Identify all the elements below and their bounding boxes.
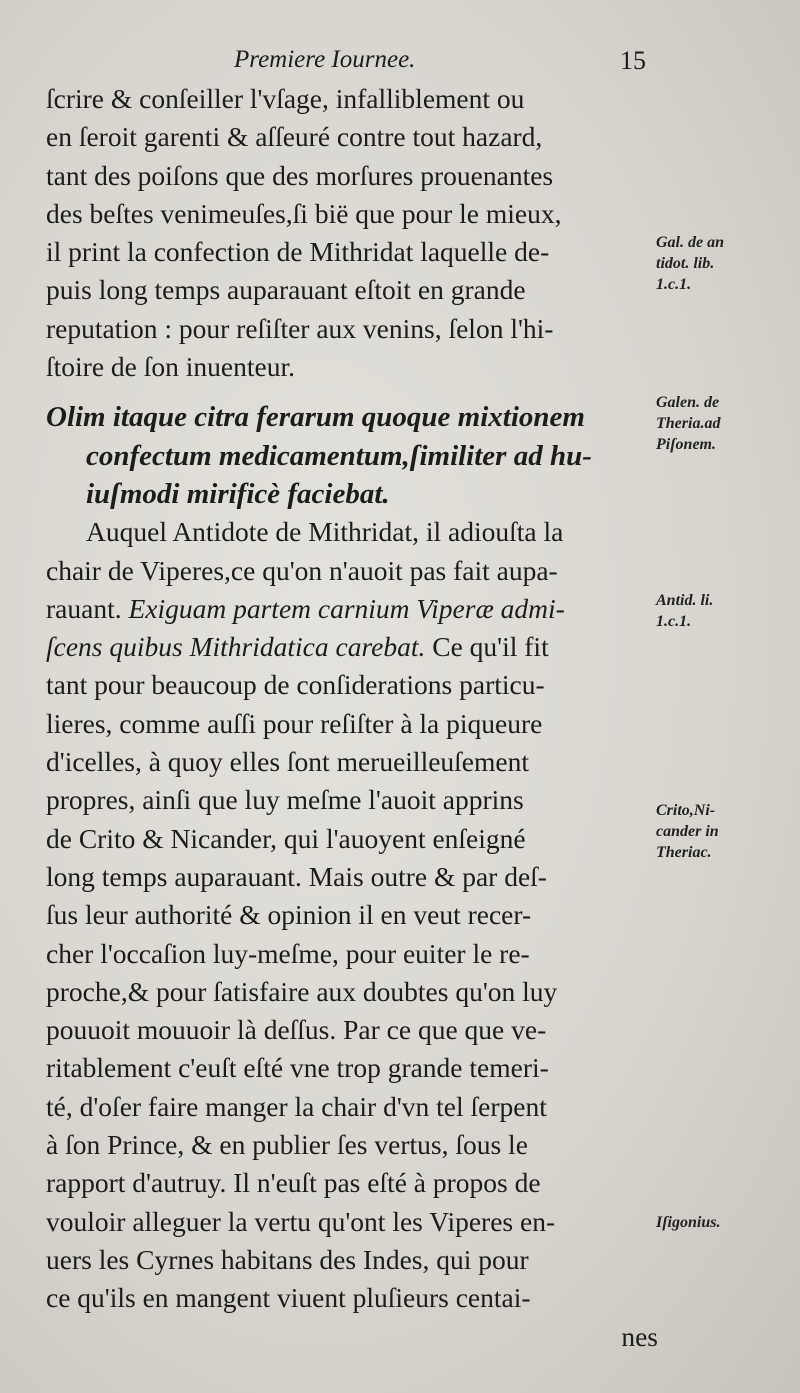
page-header: [44, 44, 656, 84]
text-line: ſcrire & conſeiller l'vſage, infalliblement ou: [46, 83, 525, 114]
text-line: d'icelles, à quoy elles ſont merueilleuſement: [46, 746, 529, 778]
text-line: [46, 590, 658, 628]
text-line: Auquel Antidote de Mithridat, il adiouſta la: [86, 516, 564, 548]
text-fragment: rauant.: [46, 592, 122, 624]
margin-note-line: 1.c.1.: [656, 276, 692, 293]
margin-note: [656, 800, 796, 863]
latin-quote-line: iuſmodi mirificè faciebat.: [86, 477, 390, 510]
running-title: Premiere Iournee.: [234, 46, 416, 73]
text-line: ritablement c'euſt eſté vne trop grande temeri-: [46, 1052, 549, 1084]
text-line: proche,& pour ſatisfaire aux doubtes qu'on luy: [46, 975, 558, 1007]
margin-note-line: Iſigonius.: [656, 1214, 721, 1231]
text-line: lieres, comme auſſi pour reſiſter à la piqueure: [46, 707, 543, 739]
text-line: de Crito & Nicander, qui l'auoyent enſeigné: [46, 822, 526, 854]
text-line: cher l'occaſion luy-meſme, pour euiter le re-: [46, 937, 530, 969]
catchword: nes: [621, 1320, 658, 1352]
margin-note-line: Galen. de: [656, 394, 720, 411]
text-line: tant des poiſons que des morſures prouenantes: [46, 159, 554, 191]
margin-note-line: 1.c.1.: [656, 613, 692, 630]
margin-note-line: Theriac.: [656, 844, 712, 861]
text-line: té, d'oſer faire manger la chair d'vn tel ſerpent: [46, 1090, 547, 1122]
latin-citation: ſcens quibus Mithridatica carebat.: [46, 631, 426, 663]
latin-citation: Exiguam partem carnium Viperæ admi-: [128, 592, 565, 624]
margin-note-line: cander in: [656, 823, 719, 840]
margin-note-line: Theria.ad: [656, 415, 721, 432]
text-line: en ſeroit garenti & aſſeuré contre tout hazard,: [46, 121, 543, 153]
text-line: pouuoit mouuoir là deſſus. Par ce que que ve-: [46, 1014, 547, 1046]
margin-note: [656, 392, 796, 455]
margin-note-line: Antid. li.: [656, 592, 714, 609]
margin-note-line: Piſonem.: [656, 436, 716, 453]
text-line: propres, ainſi que luy meſme l'auoit apprins: [46, 784, 524, 816]
margin-note: [656, 232, 796, 295]
text-line: des beſtes venimeuſes,ſi bië que pour le mieux,: [46, 197, 562, 229]
margin-note-line: Crito,Ni-: [656, 802, 716, 819]
page-number: 15: [620, 46, 646, 75]
text-line: il print la confection de Mithridat laquelle de-: [46, 236, 550, 268]
text-line: [46, 628, 658, 666]
margin-note: [656, 590, 796, 632]
text-line: à ſon Prince, & en publier ſes vertus, ſous le: [46, 1129, 528, 1161]
margin-note-line: Gal. de an: [656, 234, 724, 251]
text-fragment: Ce qu'il fit: [432, 631, 549, 663]
text-line: uers les Cyrnes habitans des Indes, qui pour: [46, 1243, 529, 1275]
text-line: ce qu'ils en mangent viuent pluſieurs centai-: [46, 1282, 531, 1314]
text-line: ſus leur authorité & opinion il en veut recer-: [46, 899, 532, 931]
text-line: puis long temps auparauant eſtoit en grande: [46, 274, 526, 306]
margin-note: [656, 1212, 796, 1233]
text-line: chair de Viperes,ce qu'on n'auoit pas fait aupa-: [46, 554, 558, 586]
body-text: [46, 80, 658, 1356]
latin-quote-line: confectum medicamentum,ſimiliter ad hu-: [86, 439, 592, 472]
latin-quote-line: Olim itaque citra ferarum quoque mixtionem: [46, 401, 585, 434]
text-line: ſtoire de ſon inuenteur.: [46, 351, 295, 383]
text-line: reputation : pour reſiſter aux venins, ſelon l'hi-: [46, 312, 554, 344]
margin-note-line: tidot. lib.: [656, 255, 715, 272]
text-line: vouloir alleguer la vertu qu'ont les Viperes en-: [46, 1205, 556, 1237]
text-line: long temps auparauant. Mais outre & par deſ-: [46, 860, 547, 892]
text-line: rapport d'autruy. Il n'euſt pas eſté à propos de: [46, 1167, 541, 1199]
text-line: tant pour beaucoup de conſiderations particu-: [46, 669, 545, 701]
